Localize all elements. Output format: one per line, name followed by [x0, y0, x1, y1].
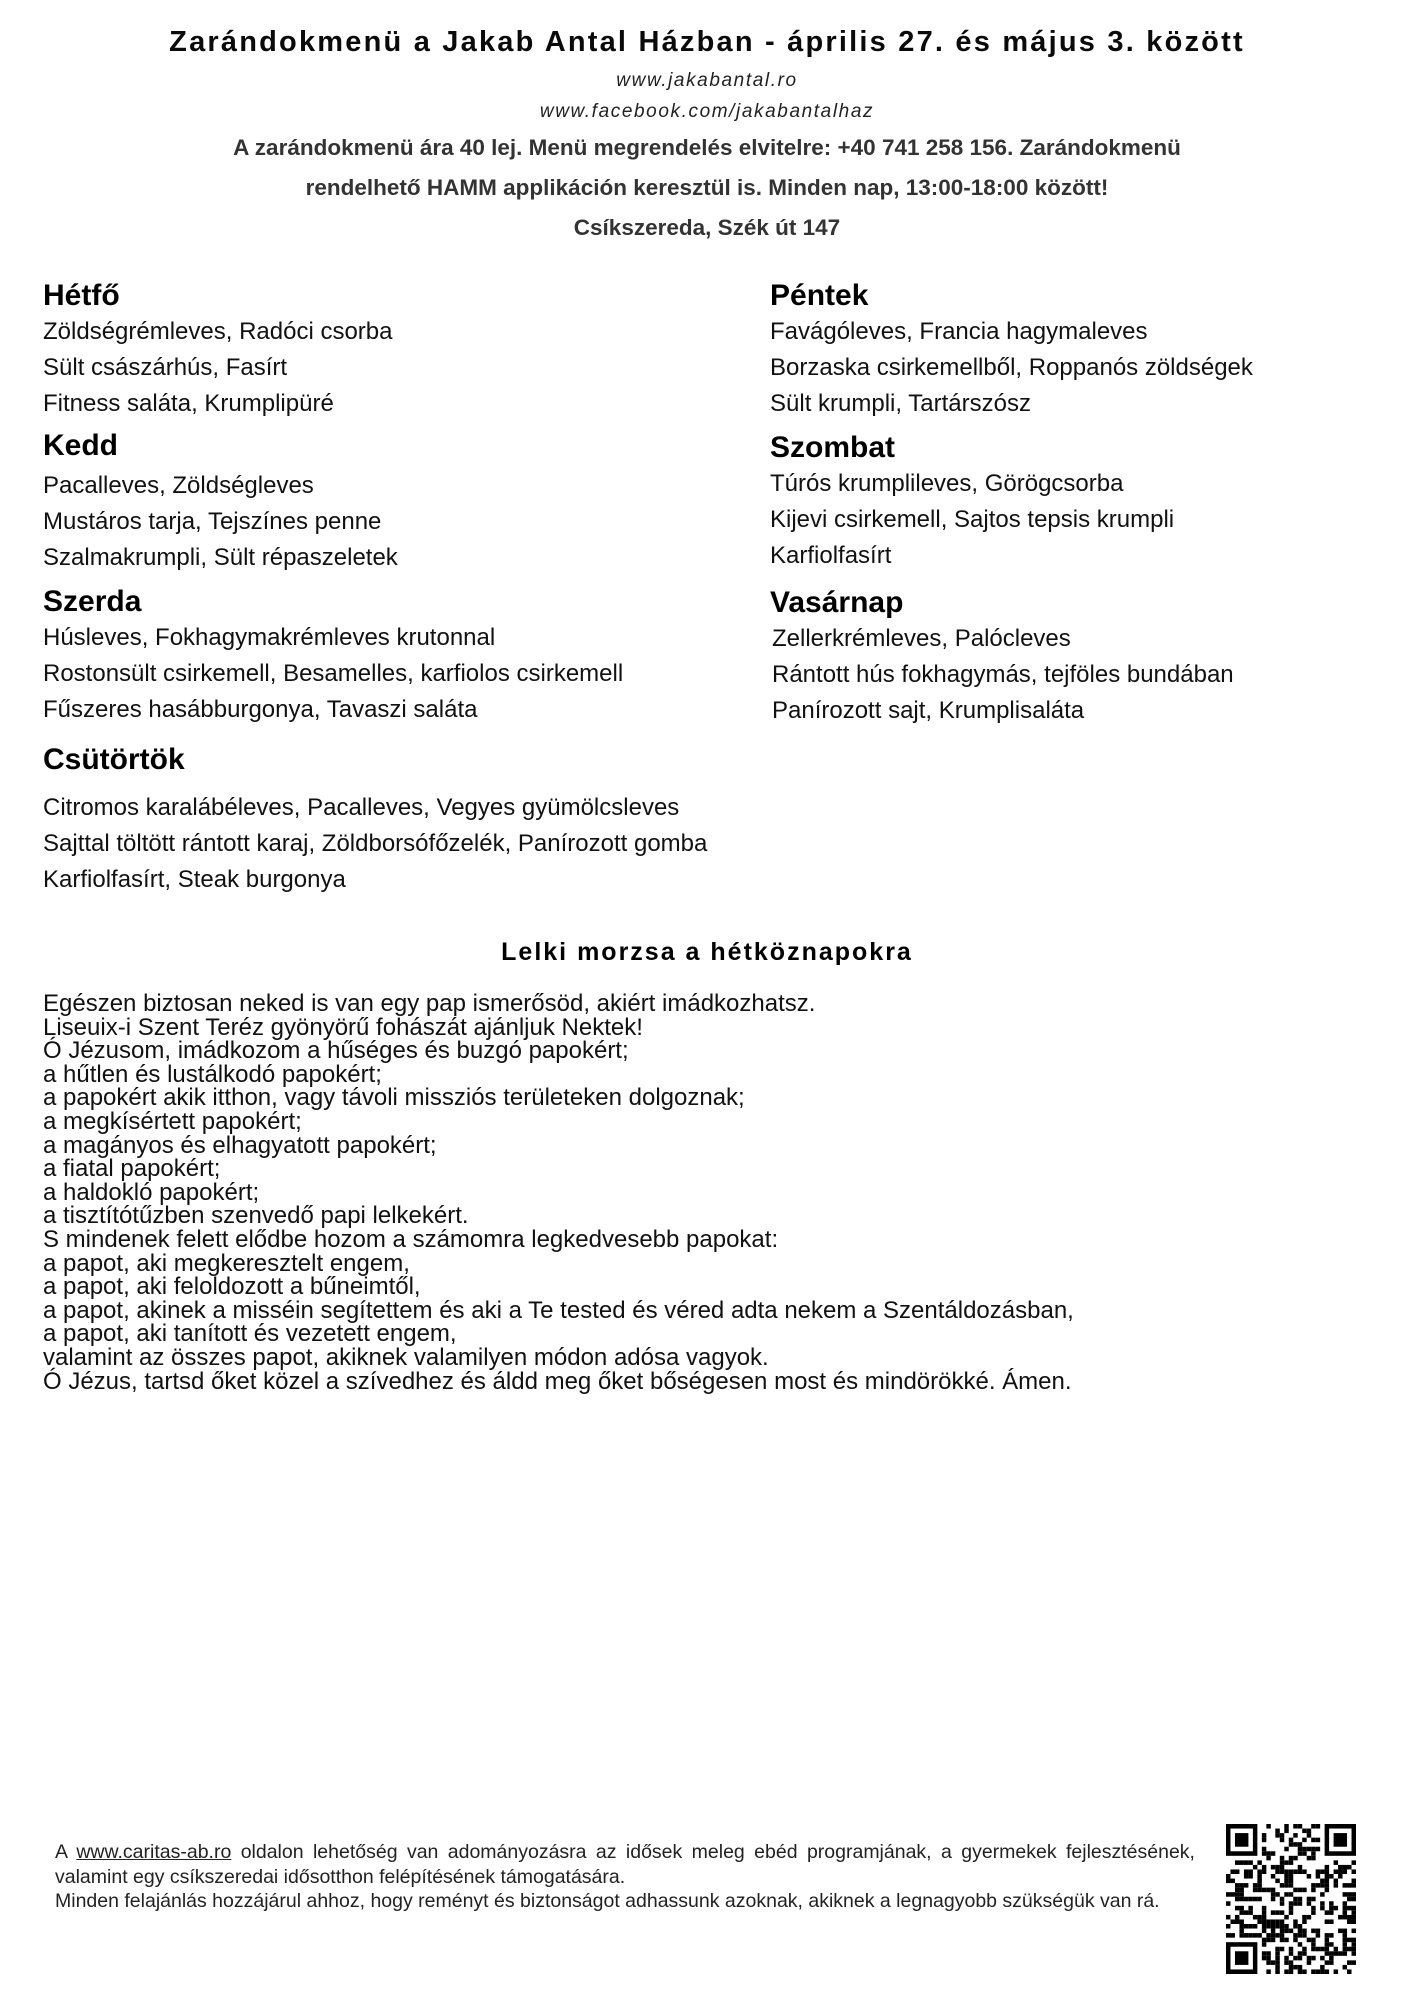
- menu-item: Szalmakrumpli, Sült répaszeletek: [43, 544, 398, 571]
- day-heading: Csütörtök: [43, 743, 185, 776]
- menu-item: Túrós krumplileves, Görögcsorba: [770, 470, 1124, 497]
- day-block-friday: [770, 278, 1410, 422]
- menu-item: Borzaska csirkemellből, Roppanós zöldségek: [770, 354, 1253, 381]
- prayer-line: a papot, akinek a misséin segítettem és aki a Te tested és véred adta nekem a Szentáldozásban,: [43, 1296, 1074, 1324]
- prayer-section-title: Lelki morzsa a hétköznapokra: [501, 938, 913, 966]
- menu-item: Sült császárhús, Fasírt: [43, 354, 288, 381]
- footer-prefix: A: [55, 1841, 77, 1863]
- prayer-line: valamint az összes papot, akiknek valamilyen módon adósa vagyok.: [43, 1343, 769, 1371]
- footer-text: oldalon lehetőség van adományozásra az idősek meleg ebéd programjának, a gyermekek fejlesztésének, valamint egy csíkszeredai idősotthon felépítésének támogatására.: [55, 1841, 1195, 1888]
- prayer-line: a haldokló papokért;: [43, 1178, 260, 1206]
- prayer-line: a papot, aki feloldozott a bűneimtől,: [43, 1273, 421, 1301]
- day-block-tuesday: [43, 428, 743, 576]
- menu-item: Karfiolfasírt, Steak burgonya: [43, 866, 346, 893]
- day-block-saturday: [770, 430, 1410, 574]
- menu-item: Citromos karalábéleves, Pacalleves, Vegyes gyümölcsleves: [43, 794, 680, 821]
- info-line-price: A zarándokmenü ára 40 lej. Menü megrendelés elvitelre: +40 741 258 156. Zarándokmenü: [233, 135, 1181, 160]
- menu-item: Kijevi csirkemell, Sajtos tepsis krumpli: [770, 506, 1175, 533]
- prayer-line: a papot, aki tanított és vezetett engem,: [43, 1320, 457, 1348]
- facebook-link[interactable]: www.facebook.com/jakabantalhaz: [539, 101, 875, 122]
- menu-item: Rostonsült csirkemell, Besamelles, karfiolos csirkemell: [43, 660, 624, 687]
- menu-item: Rántott hús fokhagymás, tejföles bundában: [772, 661, 1234, 688]
- menu-item: Zöldségrémleves, Radóci csorba: [43, 318, 393, 345]
- qr-code-icon[interactable]: [1226, 1824, 1356, 1974]
- menu-item: Fűszeres hasábburgonya, Tavaszi saláta: [43, 696, 478, 723]
- prayer-line: a megkísértett papokért;: [43, 1107, 302, 1135]
- prayer-line: a magányos és elhagyatott papokért;: [43, 1131, 437, 1159]
- menu-item: Panírozott sajt, Krumplisaláta: [772, 697, 1085, 724]
- day-heading: Hétfő: [43, 279, 120, 312]
- caritas-link[interactable]: www.caritas-ab.ro: [76, 1841, 232, 1863]
- donation-paragraph-1: [55, 1840, 1195, 1889]
- menu-item: Favágóleves, Francia hagymaleves: [770, 318, 1148, 345]
- qr-code-graphic: [1226, 1824, 1356, 1974]
- info-line-address: Csíkszereda, Szék út 147: [573, 215, 841, 240]
- prayer-line: Egészen biztosan neked is van egy pap ismerősöd, akiért imádkozhatsz.: [43, 990, 816, 1017]
- menu-item: Mustáros tarja, Tejszínes penne: [43, 508, 382, 535]
- menu-item: Pacalleves, Zöldségleves: [43, 472, 314, 499]
- menu-item: Sült krumpli, Tartárszósz: [770, 390, 1031, 417]
- prayer-line: Liseuix-i Szent Teréz gyönyörű fohászát ajánljuk Nektek!: [43, 1013, 643, 1041]
- prayer-line: a hűtlen és lustálkodó papokért;: [43, 1060, 382, 1088]
- prayer-line: a papot, aki megkeresztelt engem,: [43, 1249, 410, 1277]
- page-title: Zarándokmenü a Jakab Antal Házban - április 27. és május 3. között: [169, 26, 1245, 58]
- menu-item: Karfiolfasírt: [770, 542, 892, 569]
- prayer-text: [43, 992, 1373, 1393]
- prayer-line: Ó Jézusom, imádkozom a hűséges és buzgó papokért;: [43, 1037, 629, 1065]
- menu-item: Fitness saláta, Krumplipüré: [43, 390, 334, 417]
- menu-item: Húsleves, Fokhagymakrémleves krutonnal: [43, 624, 496, 651]
- menu-item: Sajttal töltött rántott karaj, Zöldborsófőzelék, Panírozott gomba: [43, 830, 708, 857]
- day-block-monday: [43, 278, 743, 422]
- website-link[interactable]: www.jakabantal.ro: [616, 70, 798, 91]
- donation-paragraph-2: Minden felajánlás hozzájárul ahhoz, hogy reményt és biztonságot adhassunk azoknak, akiknek a legnagyobb szükségük van rá.: [55, 1890, 1160, 1912]
- day-block-wednesday: [43, 584, 743, 728]
- day-heading: Szerda: [43, 585, 142, 618]
- prayer-line: Ó Jézus, tartsd őket közel a szívedhez és áldd meg őket bőségesen most és mindörökké. Ámen.: [43, 1367, 1072, 1395]
- donation-footer: [55, 1840, 1195, 1914]
- day-heading: Kedd: [43, 429, 118, 462]
- day-heading: Péntek: [770, 279, 869, 312]
- prayer-line: a fiatal papokért;: [43, 1155, 221, 1183]
- menu-item: Zellerkrémleves, Palócleves: [772, 625, 1071, 652]
- day-block-sunday: [770, 585, 1410, 729]
- info-line-hours: rendelhető HAMM applikáción keresztül is. Minden nap, 13:00-18:00 között!: [305, 175, 1109, 200]
- day-heading: Vasárnap: [770, 586, 904, 619]
- day-heading: Szombat: [770, 431, 896, 464]
- day-block-thursday: [43, 742, 943, 898]
- prayer-line: a tisztítótűzben szenvedő papi lelkekért.: [43, 1202, 469, 1230]
- prayer-line: a papokért akik itthon, vagy távoli missziós területeken dolgoznak;: [43, 1084, 745, 1112]
- prayer-line: S mindenek felett elődbe hozom a számomra legkedvesebb papokat:: [43, 1225, 779, 1253]
